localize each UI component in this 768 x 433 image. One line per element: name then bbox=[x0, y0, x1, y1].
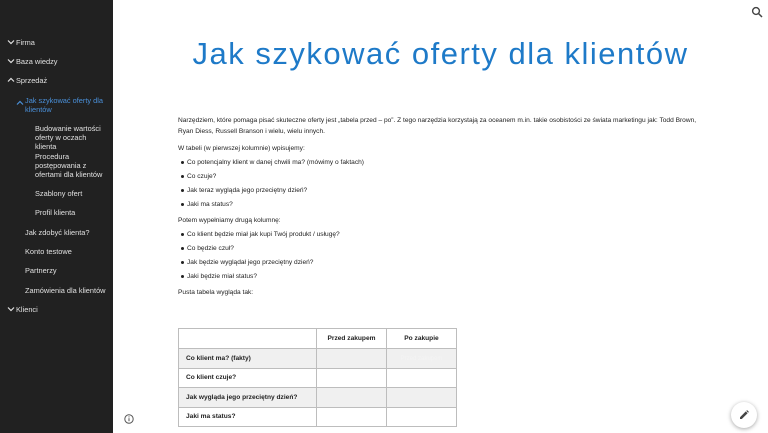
sidebar-nav bbox=[0, 0, 113, 433]
list-item: Jaki ma status? bbox=[187, 201, 233, 208]
sidebar-item-zamowienia[interactable]: Zamówienia dla klientów bbox=[25, 286, 106, 295]
ghost-text: Przed zakupem bbox=[400, 355, 443, 362]
table-cell bbox=[387, 407, 457, 427]
list-item: Co potencjalny klient w danej chwili ma? (mówimy o faktach) bbox=[187, 159, 365, 166]
table-row-label: Co klient czuje? bbox=[179, 368, 317, 388]
sidebar-item-profil-klienta[interactable]: Profil klienta bbox=[35, 208, 76, 217]
table-cell bbox=[317, 349, 387, 369]
bullet-dot bbox=[181, 261, 184, 264]
table-row-label: Co klient ma? (fakty) bbox=[179, 349, 317, 369]
table-cell bbox=[387, 388, 457, 408]
table-row-label: Jaki ma status? bbox=[179, 407, 317, 427]
list-item: Jak będzie wyglądał jego przeciętny dzień? bbox=[187, 259, 314, 266]
table-header-cell bbox=[179, 329, 317, 349]
sidebar-item-konto-testowe[interactable]: Konto testowe bbox=[25, 247, 72, 256]
chevron-down-icon[interactable] bbox=[7, 57, 15, 65]
table-row bbox=[179, 407, 457, 427]
bullet-dot bbox=[181, 189, 184, 192]
second-column-label: Potem wypełniamy drugą kolumnę: bbox=[178, 217, 281, 224]
page-title: Jak szykować oferty dla klientów bbox=[192, 36, 689, 71]
before-after-table bbox=[178, 328, 457, 427]
sidebar-item-klienci[interactable]: Klienci bbox=[16, 305, 38, 314]
sidebar-item-sprzedaz[interactable]: Sprzedaż bbox=[16, 76, 48, 85]
table-row bbox=[179, 388, 457, 408]
search-icon[interactable] bbox=[751, 6, 763, 18]
list-item: Co klient będzie miał jak kupi Twój produkt / usługę? bbox=[187, 231, 340, 238]
sidebar-item-procedura[interactable]: Procedura postępowania z ofertami dla klientów bbox=[35, 152, 103, 179]
sidebar-item-firma[interactable]: Firma bbox=[16, 38, 35, 47]
info-icon[interactable] bbox=[124, 414, 134, 424]
table-cell bbox=[317, 388, 387, 408]
table-cell bbox=[387, 368, 457, 388]
list-item: Jaki będzie miał status? bbox=[187, 273, 258, 280]
list-item: Co będzie czuł? bbox=[187, 245, 234, 252]
chevron-down-icon[interactable] bbox=[7, 305, 15, 313]
table-cell bbox=[387, 349, 457, 369]
table-cell bbox=[317, 407, 387, 427]
table-header-cell: Po zakupie bbox=[387, 329, 457, 349]
chevron-down-icon[interactable] bbox=[7, 38, 15, 46]
sidebar-item-jak-zdobyc-klienta[interactable]: Jak zdobyć klienta? bbox=[25, 228, 90, 237]
bullet-dot bbox=[181, 233, 184, 236]
bullet-dot bbox=[181, 175, 184, 178]
table-row-label: Jak wygląda jego przeciętny dzień? bbox=[179, 388, 317, 408]
list-item: Co czuje? bbox=[187, 173, 217, 180]
intro-paragraph: Narzędziem, które pomaga pisać skuteczne oferty jest „tabela przed – po”. Z tego narzędzia korzystają za oceanem m.in. takie osobistości ze świata marketingu jak: Todd Brown, Ryan Diess, Russell Branson i wielu, wielu innych. bbox=[178, 117, 697, 135]
chevron-up-icon[interactable] bbox=[7, 76, 15, 84]
table-row bbox=[179, 368, 457, 388]
sidebar-item-jak-szykowac-oferty[interactable]: Jak szykować oferty dla klientów bbox=[25, 96, 104, 114]
edit-button[interactable] bbox=[731, 402, 757, 428]
table-cell bbox=[317, 368, 387, 388]
sidebar-item-partnerzy[interactable]: Partnerzy bbox=[25, 266, 57, 275]
chevron-up-icon[interactable] bbox=[16, 99, 24, 107]
table-row bbox=[179, 349, 457, 369]
sidebar-item-baza-wiedzy[interactable]: Baza wiedzy bbox=[16, 57, 58, 66]
bullet-dot bbox=[181, 275, 184, 278]
pencil-icon bbox=[739, 410, 749, 420]
bullet-dot bbox=[181, 161, 184, 164]
sidebar-item-szablony-ofert[interactable]: Szablony ofert bbox=[35, 189, 83, 198]
first-column-label: W tabeli (w pierwszej kolumnie) wpisujemy: bbox=[178, 145, 305, 152]
sidebar-item-budowanie-wartosci[interactable]: Budowanie wartości oferty w oczach klienta bbox=[35, 124, 101, 151]
bullet-dot bbox=[181, 247, 184, 250]
table-header-cell: Przed zakupem bbox=[317, 329, 387, 349]
bullet-dot bbox=[181, 203, 184, 206]
empty-table-label: Pusta tabela wygląda tak: bbox=[178, 289, 254, 296]
list-item: Jak teraz wygląda jego przeciętny dzień? bbox=[187, 187, 308, 194]
table-header-row bbox=[179, 329, 457, 349]
